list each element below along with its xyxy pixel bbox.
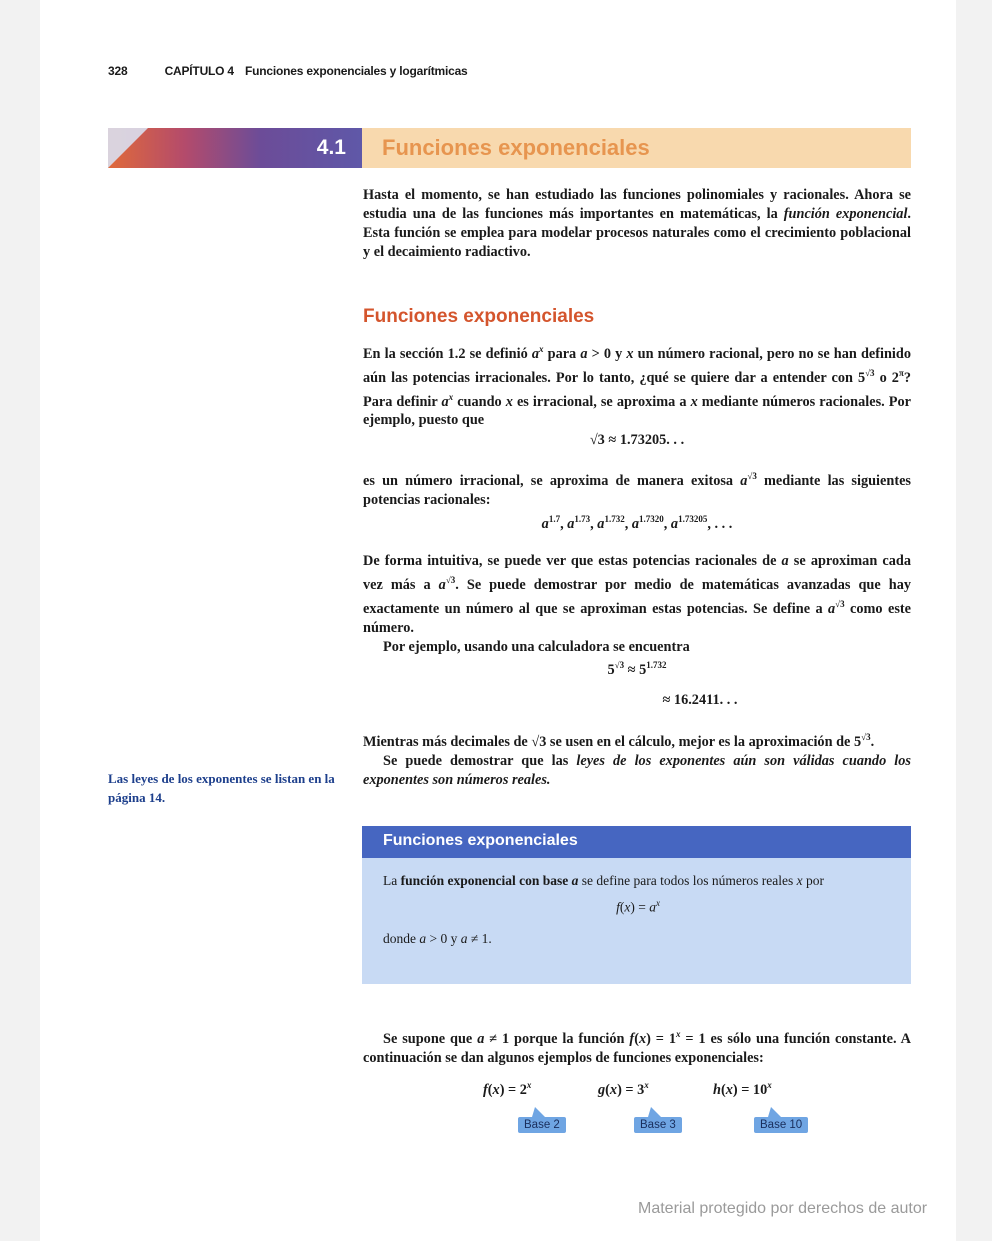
example-f: $f(x) = 2^x$ xyxy=(483,1080,532,1098)
intro-paragraph: Hasta el momento, se han estudiado las funciones polinomiales y racionales. Ahora se estudia una de las funciones más importantes en matemáticas, la función exponencial. Esta función se emplea para modelar procesos naturales como el crecimiento poblacional y el decaimiento radiactivo. xyxy=(363,187,911,260)
chapter-label: CAPÍTULO 4 xyxy=(164,64,234,78)
section-number: 4.1 xyxy=(316,136,346,159)
paragraph-2: es un número irracional, se aproxima de manera exitosa $a^{√3}$ mediante las siguientes potencias racionales: xyxy=(363,471,911,508)
paragraph-3: De forma intuitiva, se puede ver que estas potencias racionales de a se aproximan cada vez más a $a^{√3}$. Se puede demostrar por medio de matemáticas avanzadas que hay exactamente un número al que se aproximan estas potencias. Se define a $a^{√3}$ como este número. Por ejemplo, usando una calculadora se encuentra xyxy=(363,553,911,655)
section-title: Funciones exponenciales xyxy=(382,135,650,160)
chapter-title: Funciones exponenciales y logarítmicas xyxy=(245,64,468,78)
definition-box xyxy=(362,826,911,984)
base-3-callout: Base 3 xyxy=(634,1117,682,1133)
example-g: $g(x) = 3^x$ xyxy=(598,1080,649,1098)
paragraph-5: Mientras más decimales de √3 se usen en el cálculo, mejor es la aproximación de $5^{√3}$. Se puede demostrar que las leyes de los exponentes aún son válidas cuando los exponentes son números reales. xyxy=(363,732,911,788)
margin-note: Las leyes de los exponentes se listan en la página 14. xyxy=(108,771,335,805)
definition-box-body: La función exponencial con base a se define para todos los números reales x por $f(x) = a^x$ donde a > 0 y a ≠ 1. xyxy=(383,871,893,948)
definition-box-header xyxy=(362,826,911,858)
book-page xyxy=(40,0,956,1241)
equation-sqrt3: √3 ≈ 1.73205. . . xyxy=(589,432,685,448)
definition-formula: $f(x) = a^x$ xyxy=(616,898,660,915)
equation-5sqrt3: $5^{√3} \approx 5^{1.732}$ xyxy=(607,660,667,678)
definition-box-title: Funciones exponenciales xyxy=(383,832,578,849)
banner-gradient xyxy=(108,128,362,168)
paragraph-7: Se supone que a ≠ 1 porque la función $f(x) = 1^x = 1$ es sólo una función constante. A continuación se dan algunos ejemplos de funciones exponenciales: xyxy=(363,1029,911,1066)
base-10-callout: Base 10 xyxy=(754,1117,808,1133)
paragraph-1: En la sección 1.2 se definió $a^x$ para a > 0 y x un número racional, pero no se han definido aún las potencias irracionales. Por lo tanto, ¿qué se quiere dar a entender con $5^{√3}$ o $2^\pi$? Para definir $a^x$ cuando x es irracional, se aproxima a x mediante números racionales. Por ejemplo, puesto que xyxy=(363,344,911,429)
page-number: 328 xyxy=(108,64,128,78)
banner-title-strip xyxy=(362,128,911,168)
subheading: Funciones exponenciales xyxy=(363,306,595,327)
equation-powers: $a^{1.7}$, $a^{1.73}$, $a^{1.732}$, $a^{1.7320}$, $a^{1.73205}$, . . . xyxy=(541,514,733,532)
copyright-watermark: Material protegido por derechos de autor xyxy=(638,1200,928,1217)
base-2-callout: Base 2 xyxy=(518,1117,566,1133)
banner-corner-shape xyxy=(108,128,148,168)
running-header xyxy=(108,64,468,78)
example-h: $h(x) = 10^x$ xyxy=(713,1080,772,1098)
section-banner xyxy=(108,128,911,168)
equation-result: ≈ 16.2411. . . xyxy=(662,692,738,708)
